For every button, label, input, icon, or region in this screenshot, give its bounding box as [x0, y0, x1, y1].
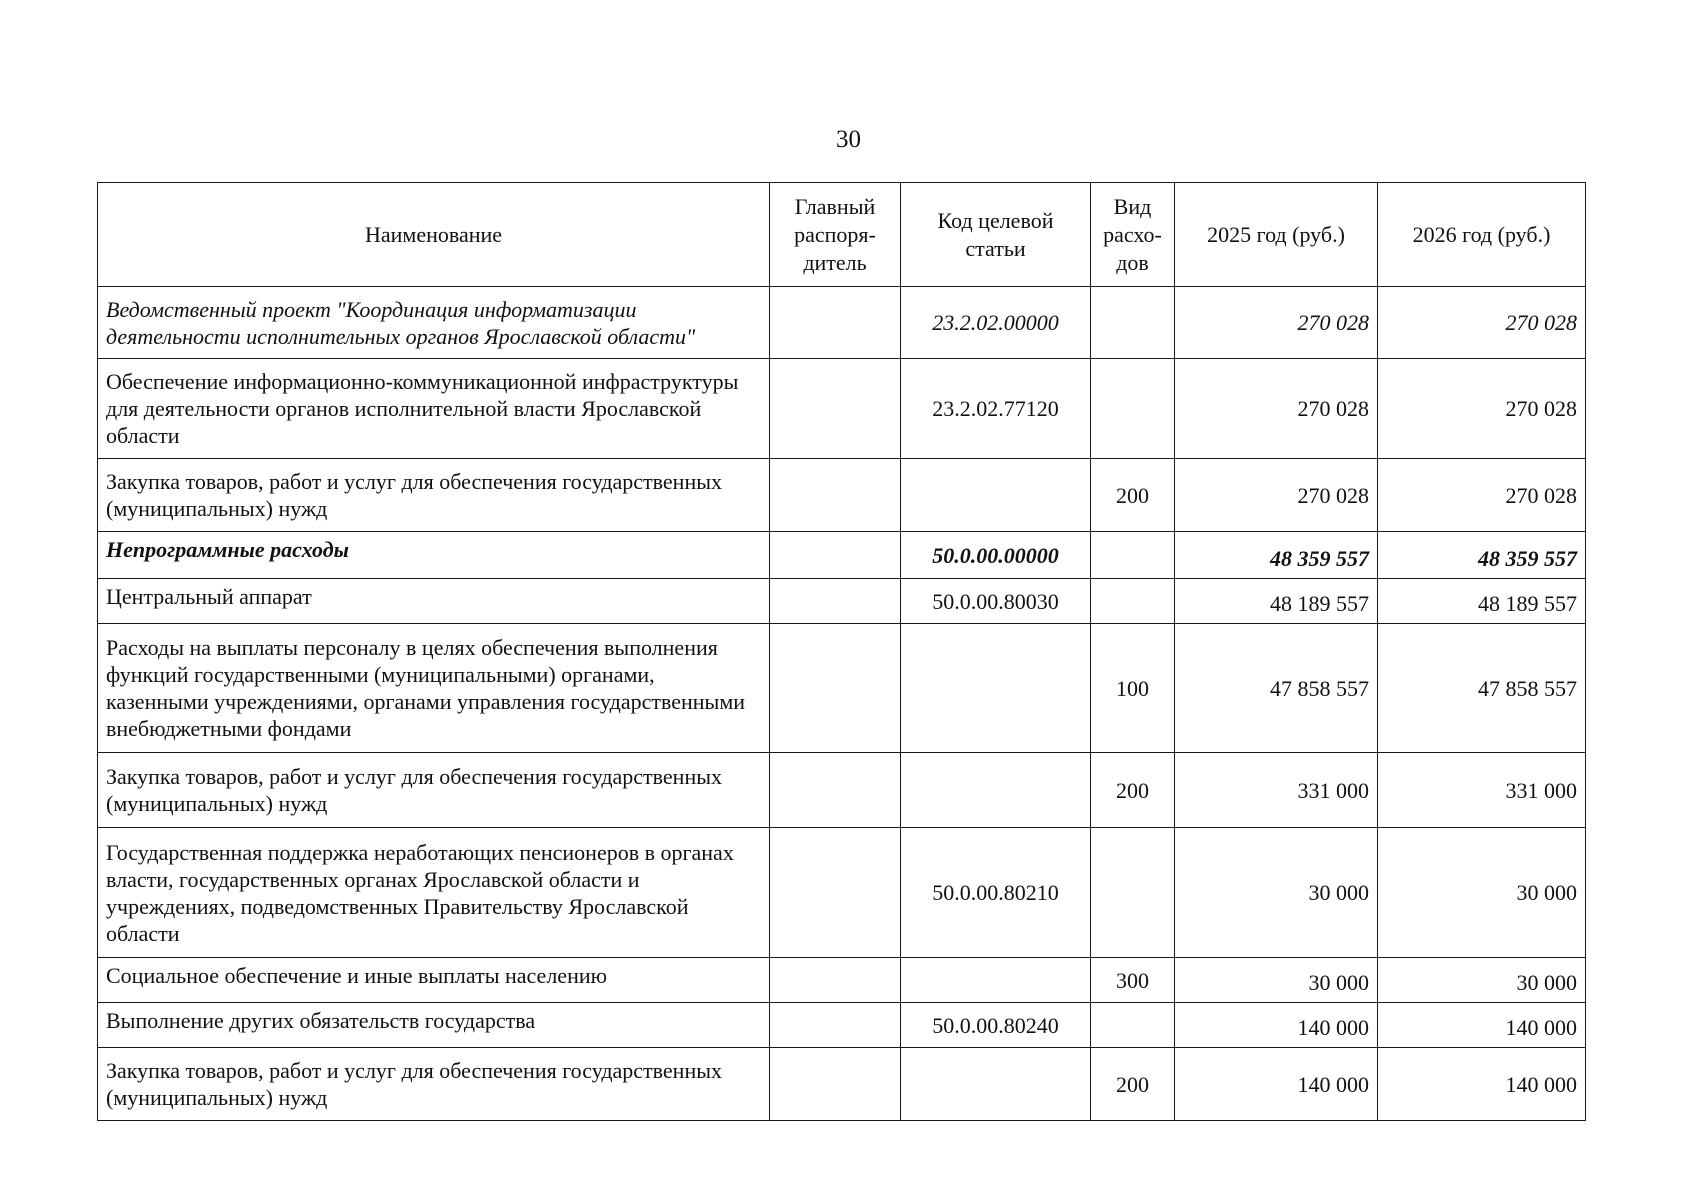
- row-2025: 30 000: [1175, 828, 1378, 958]
- header-row: [98, 183, 1586, 287]
- row-manager: [770, 1003, 901, 1048]
- budget-table: [97, 182, 1586, 1121]
- row-name: Закупка товаров, работ и услуг для обеспечения государственных (муниципальных) нужд: [98, 459, 770, 532]
- table-row: [98, 359, 1586, 459]
- table-row: [98, 579, 1586, 624]
- row-name: Ведомственный проект "Координация информатизации деятельности исполнительных органов Ярославской области": [98, 287, 770, 359]
- row-code: 23.2.02.00000: [901, 287, 1091, 359]
- table-row: [98, 753, 1586, 828]
- row-code: [901, 958, 1091, 1003]
- row-name: Государственная поддержка неработающих пенсионеров в органах власти, государственных органах Ярославской области и учреждениях, подведомственных Правительству Ярославской области: [98, 828, 770, 958]
- table-row: [98, 459, 1586, 532]
- row-kind: [1091, 1003, 1175, 1048]
- row-2026: 30 000: [1378, 828, 1586, 958]
- row-2025: 30 000: [1175, 958, 1378, 1003]
- row-manager: [770, 287, 901, 359]
- row-kind: [1091, 359, 1175, 459]
- row-code: 50.0.00.80030: [901, 579, 1091, 624]
- row-2026: 270 028: [1378, 287, 1586, 359]
- row-kind: 300: [1091, 958, 1175, 1003]
- row-manager: [770, 753, 901, 828]
- row-name: Закупка товаров, работ и услуг для обеспечения государственных (муниципальных) нужд: [98, 753, 770, 828]
- row-2025: 47 858 557: [1175, 624, 1378, 753]
- row-2025: 48 189 557: [1175, 579, 1378, 624]
- row-name: Социальное обеспечение и иные выплаты населению: [98, 958, 770, 1003]
- row-kind: [1091, 579, 1175, 624]
- row-2025: 270 028: [1175, 359, 1378, 459]
- row-kind: 100: [1091, 624, 1175, 753]
- row-2026: 48 189 557: [1378, 579, 1586, 624]
- row-2026: 140 000: [1378, 1048, 1586, 1121]
- row-kind: 200: [1091, 1048, 1175, 1121]
- row-manager: [770, 359, 901, 459]
- row-code: [901, 459, 1091, 532]
- row-kind: [1091, 532, 1175, 579]
- row-code: [901, 753, 1091, 828]
- row-2026: 140 000: [1378, 1003, 1586, 1048]
- row-manager: [770, 1048, 901, 1121]
- row-2025: 270 028: [1175, 287, 1378, 359]
- row-2026: 30 000: [1378, 958, 1586, 1003]
- row-manager: [770, 828, 901, 958]
- row-manager: [770, 532, 901, 579]
- table-row: [98, 287, 1586, 359]
- row-manager: [770, 579, 901, 624]
- row-code: [901, 1048, 1091, 1121]
- row-2026: 47 858 557: [1378, 624, 1586, 753]
- row-2025: 270 028: [1175, 459, 1378, 532]
- row-name: Закупка товаров, работ и услуг для обеспечения государственных (муниципальных) нужд: [98, 1048, 770, 1121]
- row-code: 50.0.00.00000: [901, 532, 1091, 579]
- row-manager: [770, 624, 901, 753]
- row-kind: 200: [1091, 459, 1175, 532]
- page-number: 30: [836, 126, 861, 153]
- header-name: Наименование: [98, 183, 770, 287]
- header-code: Код целевой статьи: [901, 183, 1091, 287]
- row-2026: 48 359 557: [1378, 532, 1586, 579]
- table-row: [98, 828, 1586, 958]
- row-code: [901, 624, 1091, 753]
- header-kind: Вид расхо-дов: [1091, 183, 1175, 287]
- table-row: [98, 1003, 1586, 1048]
- header-manager: Главный распоря-дитель: [770, 183, 901, 287]
- row-kind: 200: [1091, 753, 1175, 828]
- row-kind: [1091, 287, 1175, 359]
- row-name: Центральный аппарат: [98, 579, 770, 624]
- row-2026: 270 028: [1378, 459, 1586, 532]
- row-code: 50.0.00.80240: [901, 1003, 1091, 1048]
- row-2026: 331 000: [1378, 753, 1586, 828]
- row-2025: 140 000: [1175, 1048, 1378, 1121]
- row-2026: 270 028: [1378, 359, 1586, 459]
- header-2026: 2026 год (руб.): [1378, 183, 1586, 287]
- table-row: [98, 532, 1586, 579]
- row-2025: 48 359 557: [1175, 532, 1378, 579]
- table-row: [98, 1048, 1586, 1121]
- row-manager: [770, 459, 901, 532]
- table-row: [98, 958, 1586, 1003]
- row-name: Расходы на выплаты персоналу в целях обеспечения выполнения функций государственными (муниципальными) органами, казенными учреждениями, органами управления государственными внебюджетными фондами: [98, 624, 770, 753]
- row-code: 23.2.02.77120: [901, 359, 1091, 459]
- row-code: 50.0.00.80210: [901, 828, 1091, 958]
- row-name: Непрограммные расходы: [98, 532, 770, 579]
- row-2025: 140 000: [1175, 1003, 1378, 1048]
- header-2025: 2025 год (руб.): [1175, 183, 1378, 287]
- row-kind: [1091, 828, 1175, 958]
- table-row: [98, 624, 1586, 753]
- row-name: Выполнение других обязательств государства: [98, 1003, 770, 1048]
- row-name: Обеспечение информационно-коммуникационной инфраструктуры для деятельности органов исполнительной власти Ярославской области: [98, 359, 770, 459]
- row-2025: 331 000: [1175, 753, 1378, 828]
- row-manager: [770, 958, 901, 1003]
